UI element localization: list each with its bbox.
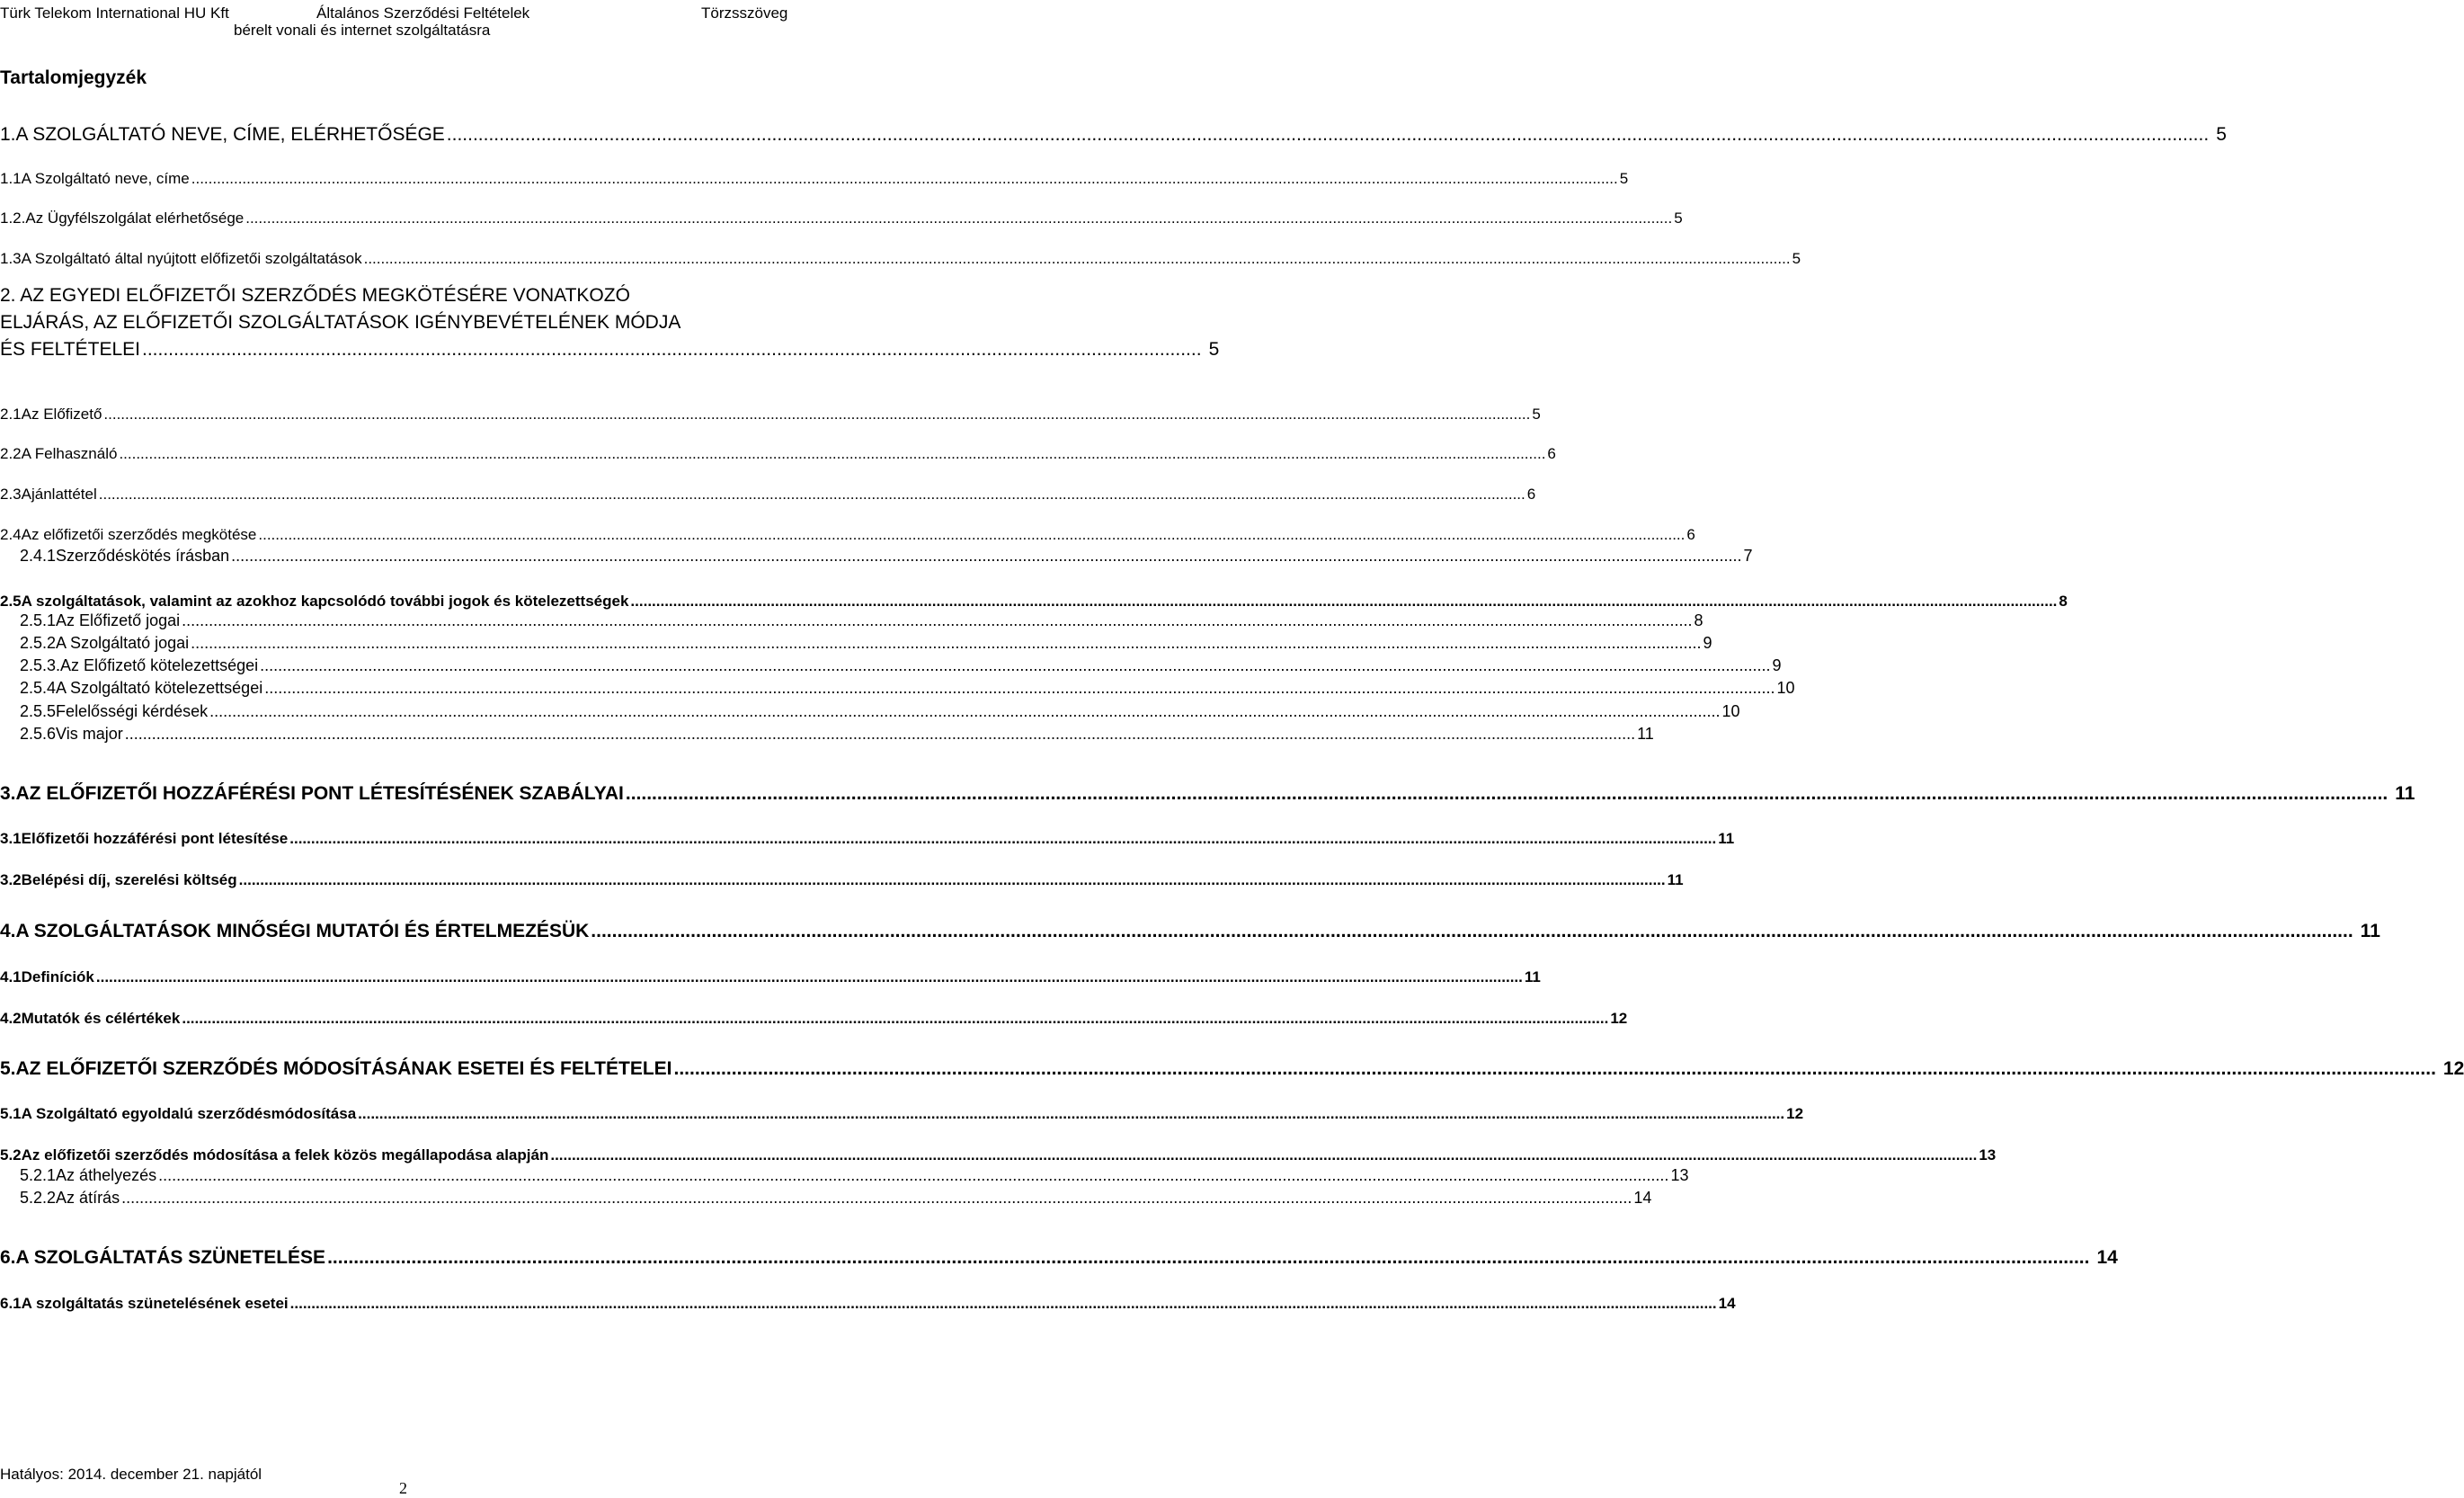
toc-entry-text: Vis major xyxy=(56,725,123,743)
toc-entry-number: 1.2. xyxy=(0,210,26,227)
toc-entry-text: A Szolgáltató egyoldalú szerződésmódosítása xyxy=(21,1105,357,1122)
toc-leader-dots xyxy=(191,170,1618,188)
toc-entry-text: Az előfizetői szerződés megkötése xyxy=(21,526,257,543)
toc-entry-page: 10 xyxy=(1776,679,1795,697)
toc-entry-number: 5.2.1 xyxy=(20,1166,57,1184)
toc-entry-5-2-1[interactable] xyxy=(20,1166,1689,1185)
toc-entry-text-line1: AZ EGYEDI ELŐFIZETŐI SZERZŐDÉS MEGKÖTÉSÉRE VONATKOZÓ xyxy=(20,285,630,306)
toc-leader-dots xyxy=(364,250,1791,268)
toc-entry-text: A Felhasználó xyxy=(21,445,118,462)
toc-entry-number: 3.2 xyxy=(0,871,22,888)
toc-entry-2[interactable] xyxy=(0,282,1220,363)
toc-leader-dots xyxy=(289,830,1716,848)
toc-entry-2-4[interactable] xyxy=(0,526,1695,544)
toc-entry-page: 11 xyxy=(1524,968,1541,985)
toc-entry-5-2-2[interactable] xyxy=(20,1189,1652,1208)
toc-entry-2-5-1[interactable] xyxy=(20,611,1703,630)
toc-entry-number: 2.5.3. xyxy=(20,656,61,674)
toc-entry-page: 5 xyxy=(1532,406,1541,423)
toc-entry-number: 3.1 xyxy=(0,830,22,847)
toc-entry-page: 9 xyxy=(1703,634,1712,652)
toc-leader-dots xyxy=(182,1010,1608,1028)
toc-entry-page: 6 xyxy=(1686,526,1695,543)
toc-leader-dots xyxy=(191,634,1701,653)
toc-entry-number: 4.1 xyxy=(0,968,22,985)
toc-entry-text: A szolgáltatás szünetelésének esetei xyxy=(21,1295,289,1312)
toc-entry-number: 3. xyxy=(0,783,16,804)
toc-entry-page: 12 xyxy=(1610,1010,1628,1027)
toc-leader-dots xyxy=(358,1105,1784,1123)
toc-entry-number: 2.5.1 xyxy=(20,611,57,629)
toc-leader-dots xyxy=(99,486,1526,504)
toc-entry-page: 14 xyxy=(1718,1295,1736,1312)
toc-entry-2-1[interactable] xyxy=(0,406,1541,424)
toc-entry-text: A Szolgáltató jogai xyxy=(56,634,190,652)
toc-entry-number: 5.1 xyxy=(0,1105,22,1122)
toc-entry-text: Az áthelyezés xyxy=(56,1166,157,1184)
toc-entry-text: A szolgáltatások, valamint az azokhoz kapcsolódó további jogok és kötelezettségek xyxy=(21,593,629,610)
header-doc-type: Törzsszöveg xyxy=(701,4,788,22)
toc-entry-text: A SZOLGÁLTATÁSOK MINŐSÉGI MUTATÓI ÉS ÉRTELMEZÉSÜK xyxy=(15,921,590,941)
toc-leader-dots xyxy=(290,1295,1717,1313)
toc-leader-dots xyxy=(264,679,1775,698)
toc-leader-dots xyxy=(245,210,1672,227)
toc-entry-number: 2.4.1 xyxy=(20,547,57,565)
toc-entry-page: 5 xyxy=(2216,124,2227,145)
toc-leader-dots xyxy=(125,725,1635,744)
toc-leader-dots xyxy=(182,611,1692,630)
toc-entry-number: 1. xyxy=(0,124,16,145)
toc-entry-number: 2.5.2 xyxy=(20,634,57,652)
toc-entry-6[interactable] xyxy=(0,1247,2118,1269)
toc-leader-dots xyxy=(447,124,2209,146)
toc-entry-page: 14 xyxy=(2096,1247,2118,1268)
toc-entry-number: 6.1 xyxy=(0,1295,22,1312)
toc-leader-dots xyxy=(103,406,1530,424)
toc-entry-text: Ajánlattétel xyxy=(21,486,97,503)
toc-entry-number: 2.5.5 xyxy=(20,702,57,720)
toc-entry-2-4-1[interactable] xyxy=(20,547,1753,566)
toc-entry-2-5-4[interactable] xyxy=(20,679,1795,698)
toc-entry-number: 2.1 xyxy=(0,406,22,423)
toc-entry-2-5-6[interactable] xyxy=(20,725,1654,744)
toc-entry-text: AZ ELŐFIZETŐI SZERZŐDÉS MÓDOSÍTÁSÁNAK ESETEI ÉS FELTÉTELEI xyxy=(15,1058,672,1079)
toc-entry-2-2[interactable] xyxy=(0,445,1556,463)
toc-leader-dots xyxy=(121,1189,1632,1208)
footer-effective-date: Hatályos: 2014. december 21. napjától xyxy=(0,1466,262,1483)
toc-entry-1[interactable] xyxy=(0,124,2227,146)
toc-entry-4-1[interactable] xyxy=(0,968,1541,986)
toc-entry-page: 8 xyxy=(1694,611,1703,629)
toc-leader-dots xyxy=(96,968,1523,986)
toc-entry-number: 5.2 xyxy=(0,1146,22,1164)
toc-entry-2-5-3[interactable] xyxy=(20,656,1782,675)
toc-entry-text-line2: ELJÁRÁS, AZ ELŐFIZETŐI SZOLGÁLTATÁSOK IGÉNYBEVÉTELÉNEK MÓDJA xyxy=(0,312,681,333)
toc-entry-page: 9 xyxy=(1772,656,1782,674)
toc-entry-text: Előfizetői hozzáférési pont létesítése xyxy=(21,830,289,847)
toc-leader-dots xyxy=(260,656,1770,675)
toc-entry-page: 13 xyxy=(1670,1166,1689,1184)
toc-title: Tartalomjegyzék xyxy=(0,67,147,88)
toc-entry-2-5-2[interactable] xyxy=(20,634,1712,653)
toc-entry-text: A SZOLGÁLTATÓ NEVE, CÍME, ELÉRHETŐSÉGE xyxy=(15,124,445,145)
toc-entry-1-1[interactable] xyxy=(0,170,1629,188)
toc-entry-4[interactable] xyxy=(0,921,2380,942)
toc-entry-text: Az átírás xyxy=(56,1189,120,1207)
header-doc-title: Általános Szerződési Feltételek xyxy=(316,4,530,22)
toc-entry-page: 13 xyxy=(1979,1146,1997,1164)
toc-leader-dots xyxy=(231,547,1741,566)
toc-leader-dots xyxy=(239,871,1666,889)
toc-leader-dots xyxy=(626,783,2388,805)
toc-entry-number: 4. xyxy=(0,921,16,941)
toc-entry-number: 2.4 xyxy=(0,526,22,543)
toc-leader-dots xyxy=(119,445,1545,463)
toc-entry-number: 2.3 xyxy=(0,486,22,503)
toc-entry-2-3[interactable] xyxy=(0,486,1536,504)
toc-leader-dots xyxy=(327,1247,2089,1269)
toc-entry-text: Az Előfizető kötelezettségei xyxy=(60,656,259,674)
toc-entry-page: 5 xyxy=(1619,170,1629,187)
toc-entry-number: 2.5.4 xyxy=(20,679,57,697)
toc-entry-3-2[interactable] xyxy=(0,871,1684,889)
toc-entry-text: Az Előfizető xyxy=(21,406,102,423)
toc-entry-5-2[interactable] xyxy=(0,1146,1997,1164)
toc-entry-page: 11 xyxy=(1637,725,1654,743)
toc-entry-number: 2. xyxy=(0,285,16,306)
toc-entry-text: AZ ELŐFIZETŐI HOZZÁFÉRÉSI PONT LÉTESÍTÉSÉNEK SZABÁLYAI xyxy=(15,783,624,804)
toc-entry-page: 8 xyxy=(2059,593,2068,610)
toc-entry-page: 11 xyxy=(1718,830,1735,847)
toc-entry-page: 12 xyxy=(1786,1105,1804,1122)
toc-entry-page: 6 xyxy=(1526,486,1536,503)
toc-entry-number: 1.1 xyxy=(0,170,22,187)
toc-entry-page: 11 xyxy=(1667,871,1684,888)
toc-entry-5[interactable] xyxy=(0,1058,2464,1080)
toc-entry-number: 2.5.6 xyxy=(20,725,57,743)
toc-entry-text: Az Ügyfélszolgálat elérhetősége xyxy=(25,210,245,227)
toc-entry-page: 5 xyxy=(1792,250,1801,267)
toc-entry-number: 6. xyxy=(0,1247,16,1268)
toc-entry-1-2[interactable] xyxy=(0,210,1683,227)
toc-entry-3[interactable] xyxy=(0,783,2415,805)
toc-entry-text: A Szolgáltató neve, címe xyxy=(21,170,190,187)
toc-entry-number: 1.3 xyxy=(0,250,22,267)
toc-entry-page: 5 xyxy=(1208,339,1220,360)
toc-entry-text: Definíciók xyxy=(21,968,94,985)
header-company: Türk Telekom International HU Kft xyxy=(0,4,229,22)
toc-leader-dots xyxy=(209,702,1720,721)
toc-entry-text: Szerződéskötés írásban xyxy=(56,547,230,565)
toc-entry-text: A Szolgáltató kötelezettségei xyxy=(56,679,263,697)
toc-entry-number: 5. xyxy=(0,1058,16,1079)
toc-entry-text: Az előfizetői szerződés módosítása a felek közös megállapodása alapján xyxy=(21,1146,549,1164)
toc-leader-dots xyxy=(591,921,2353,942)
toc-entry-number: 2.5 xyxy=(0,593,22,610)
toc-entry-4-2[interactable] xyxy=(0,1010,1628,1028)
toc-entry-5-1[interactable] xyxy=(0,1105,1804,1123)
toc-entry-text: Felelősségi kérdések xyxy=(56,702,209,720)
toc-entry-page: 11 xyxy=(2395,783,2415,804)
toc-entry-page: 5 xyxy=(1674,210,1683,227)
page-number: 2 xyxy=(399,1479,407,1497)
toc-leader-dots xyxy=(674,1058,2436,1080)
toc-entry-page: 7 xyxy=(1743,547,1753,565)
toc-entry-text: Mutatók és célértékek xyxy=(21,1010,181,1027)
toc-entry-page: 11 xyxy=(2360,921,2380,941)
toc-leader-dots xyxy=(258,526,1685,544)
toc-entry-text: A SZOLGÁLTATÁS SZÜNETELÉSE xyxy=(15,1247,326,1268)
toc-entry-page: 14 xyxy=(1633,1189,1652,1207)
toc-entry-page: 6 xyxy=(1547,445,1556,462)
toc-entry-text: Az Előfizető jogai xyxy=(56,611,181,629)
toc-entry-2-5[interactable] xyxy=(0,593,2068,611)
toc-entry-6-1[interactable] xyxy=(0,1295,1736,1313)
toc-leader-dots: .......................................................................................................................................................................................................... xyxy=(142,339,1202,360)
toc-entry-number: 2.2 xyxy=(0,445,22,462)
toc-entry-text-line3: ÉS FELTÉTELEI xyxy=(0,339,140,360)
toc-entry-number: 4.2 xyxy=(0,1010,22,1027)
toc-entry-number: 5.2.2 xyxy=(20,1189,57,1207)
header-doc-subtitle: bérelt vonali és internet szolgáltatásra xyxy=(234,22,491,39)
toc-leader-dots xyxy=(550,1146,1977,1164)
toc-entry-page: 10 xyxy=(1721,702,1740,720)
toc-leader-dots xyxy=(630,593,2057,611)
toc-entry-text: A Szolgáltató által nyújtott előfizetői szolgáltatások xyxy=(21,250,362,267)
toc-entry-3-1[interactable] xyxy=(0,830,1735,848)
toc-entry-2-5-5[interactable] xyxy=(20,702,1740,721)
toc-entry-1-3[interactable] xyxy=(0,250,1801,268)
toc-leader-dots xyxy=(158,1166,1668,1185)
toc-entry-page: 12 xyxy=(2442,1058,2464,1079)
toc-entry-text: Belépési díj, szerelési költség xyxy=(21,871,237,888)
